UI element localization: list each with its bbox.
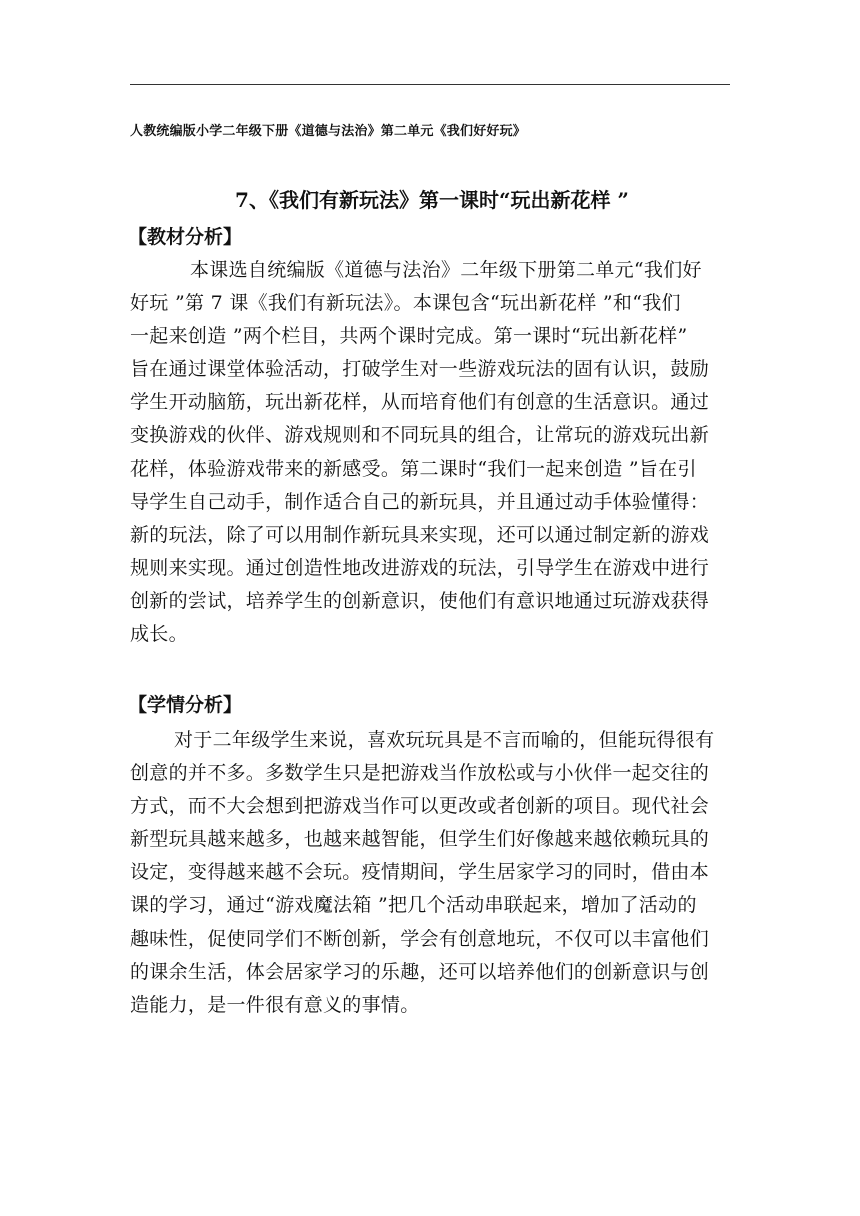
text-line: 造能力，是一件很有意义的事情。 xyxy=(130,993,420,1016)
text-line: 创意的并不多。多数学生只是把游戏当作放松或与小伙伴一起交往的 xyxy=(130,762,710,785)
header-rule xyxy=(130,84,730,85)
text-line: 一起来创造 ”两个栏目，共两个课时完成。第一课时“玩出新花样” xyxy=(130,325,688,348)
textbook-analysis-paragraph xyxy=(130,254,740,651)
text-line: 成长。 xyxy=(130,623,188,646)
text-line: 课的学习，通过“游戏魔法箱 ”把几个活动串联起来，增加了活动的 xyxy=(130,894,697,917)
text-line: 创新的尝试，培养学生的创新意识，使他们有意识地通过玩游戏获得 xyxy=(130,589,710,612)
text-line: 的课余生活，体会居家学习的乐趣，还可以培养他们的创新意识与创 xyxy=(130,960,710,983)
text-line: 学生开动脑筋，玩出新花样，从而培育他们有创意的生活意识。通过 xyxy=(130,391,710,414)
text-line: 设定，变得越来越不会玩。疫情期间，学生居家学习的同时，借由本 xyxy=(130,861,710,884)
text-line: 新的玩法，除了可以用制作新玩具来实现，还可以通过制定新的游戏 xyxy=(130,523,710,546)
text-line: 变换游戏的伙伴、游戏规则和不同玩具的组合，让常玩的游戏玩出新 xyxy=(130,424,710,447)
section-heading-student-analysis: 【学情分析】 xyxy=(128,694,243,716)
text-line: 对于二年级学生来说，喜欢玩玩具是不言而喻的，但能玩得很有 xyxy=(174,729,715,751)
section-heading-textbook-analysis: 【教材分析】 xyxy=(128,226,243,248)
student-analysis-paragraph xyxy=(130,724,740,1022)
text-line: 新型玩具越来越多，也越来越智能，但学生们好像越来越依赖玩具的 xyxy=(130,828,710,851)
text-line: 本课选自统编版《道德与法治》二年级下册第二单元“我们好 xyxy=(190,259,702,281)
text-line: 旨在通过课堂体验活动，打破学生对一些游戏玩法的固有认识，鼓励 xyxy=(130,358,710,381)
text-line: 花样，体验游戏带来的新感受。第二课时“我们一起来创造 ”旨在引 xyxy=(130,457,697,480)
running-header: 人教统编版小学二年级下册《道德与法治》第二单元《我们好好玩》 xyxy=(130,124,527,139)
text-line: 规则来实现。通过创造性地改进游戏的玩法，引导学生在游戏中进行 xyxy=(130,556,710,579)
text-line: 导学生自己动手，制作适合自己的新玩具，并且通过动手体验懂得： xyxy=(130,490,710,513)
lesson-title: 7、《我们有新玩法》第一课时“玩出新花样 ” xyxy=(235,188,629,212)
text-line: 方式，而不大会想到把游戏当作可以更改或者创新的项目。现代社会 xyxy=(130,795,710,818)
text-line: 好玩 ”第 7 课《我们有新玩法》。本课包含“玩出新花样 ”和“我们 xyxy=(130,292,681,315)
text-line: 趣味性，促使同学们不断创新，学会有创意地玩，不仅可以丰富他们 xyxy=(130,927,710,950)
